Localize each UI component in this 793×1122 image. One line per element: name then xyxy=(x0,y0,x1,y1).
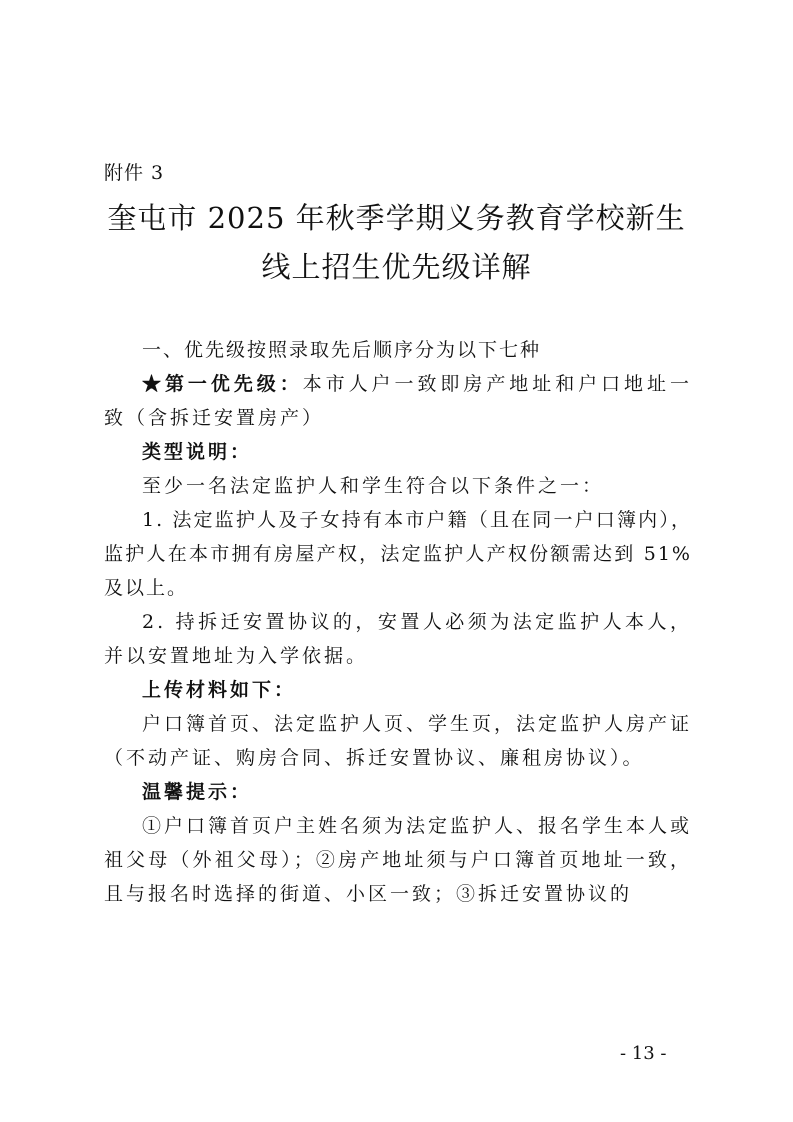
section-heading: 一、优先级按照录取先后顺序分为以下七种 xyxy=(142,339,542,361)
priority-1-paragraph xyxy=(104,367,692,435)
priority-1-label: ★第一优先级： xyxy=(142,373,303,395)
attachment-label: 附件 3 xyxy=(104,162,165,184)
type-heading: 类型说明： xyxy=(142,441,253,463)
tips-heading: 温馨提示： xyxy=(142,781,253,803)
materials-text: 户口簿首页、法定监护人页、学生页，法定监护人房产证（不动产证、购房合同、拆迁安置协议、廉租房协议）。 xyxy=(104,713,693,769)
condition-2: 2. 持拆迁安置协议的，安置人必须为法定监护人本人，并以安置地址为入学依据。 xyxy=(104,611,692,667)
document-title-line1: 奎屯市 2025 年秋季学期义务教育学校新生 xyxy=(107,201,686,235)
priority-1-text: 本市人户一致即房产地址和户口地址一致（含拆迁安置房产） xyxy=(104,373,692,429)
type-intro: 至少一名法定监护人和学生符合以下条件之一： xyxy=(142,475,605,497)
page-number: - 13 - xyxy=(620,1043,667,1064)
document-body xyxy=(104,333,692,911)
document-title-line2: 线上招生优先级详解 xyxy=(261,250,532,284)
tips-text: ①户口簿首页户主姓名须为法定监护人、报名学生本人或祖父母（外祖父母）；②房产地址须与户口簿首页地址一致，且与报名时选择的街道、小区一致；③拆迁安置协议的 xyxy=(104,815,693,905)
materials-heading: 上传材料如下： xyxy=(142,679,297,701)
condition-1: 1. 法定监护人及子女持有本市户籍（且在同一户口簿内），监护人在本市拥有房屋产权，法定监护人产权份额需达到 51%及以上。 xyxy=(104,509,692,599)
